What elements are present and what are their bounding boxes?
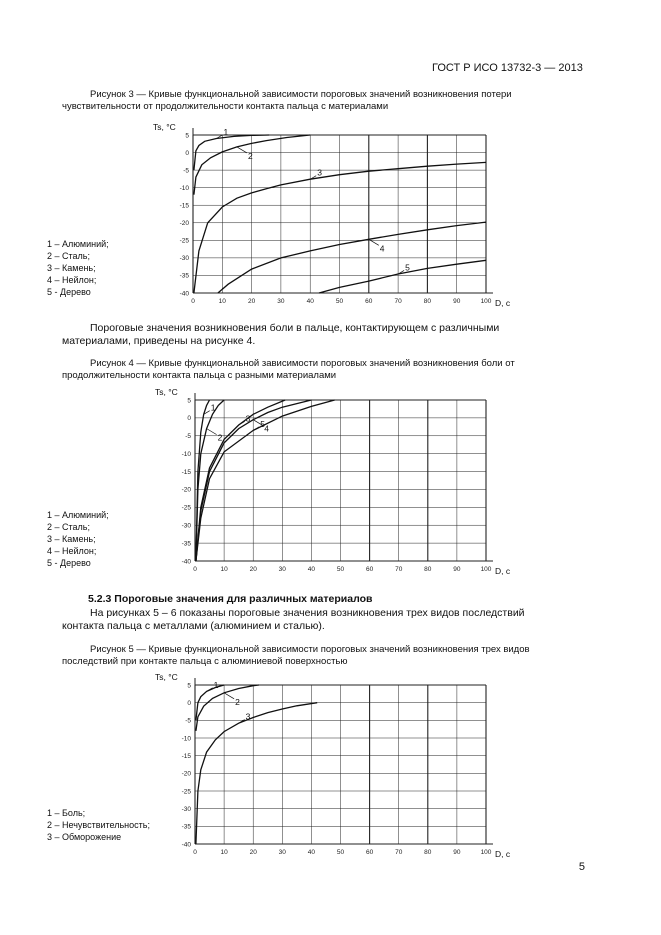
y-tick-label: 0 [187,415,191,423]
y-axis-label: Ts, °C [153,122,176,132]
series-leader-2 [207,429,217,435]
section-paragraph [62,607,582,633]
series-label-3: 3 [245,413,251,424]
legend-item: 3 – Обморожение [47,832,122,842]
x-tick-label: 50 [336,566,345,573]
grid [193,135,486,293]
figure-4-legend [47,509,109,569]
series-line-2 [196,400,224,561]
legend-item: 5 - Дерево [47,287,91,297]
x-tick-label: 60 [365,849,374,856]
x-tick-label: 40 [307,849,316,856]
x-axis-label: D, с [495,566,510,576]
section-paragraph-line-1: На рисунках 5 – 6 показаны пороговые значения возникновения трех видов последствий [90,607,525,619]
series-label-3: 3 [317,167,322,178]
paragraph-line-2: материалами, приведены на рисунке 4. [62,335,256,347]
x-tick-label: 20 [247,298,256,305]
y-tick-label: -40 [181,558,191,566]
series-label-5: 5 [260,418,265,429]
y-tick-label: -15 [181,752,191,760]
x-tick-label: 70 [395,849,403,856]
figure-3-chart [140,116,510,316]
x-tick-label: 50 [335,298,344,305]
y-tick-label: -20 [179,220,189,228]
x-tick-label: 0 [191,298,195,305]
series-label-4: 4 [379,243,385,254]
figure-3-caption-line-1: Рисунок 3 — Кривые функциональной зависимости пороговых значений возникновения потери [90,89,512,100]
x-tick-label: 40 [306,298,314,305]
x-tick-label: 60 [365,298,373,305]
y-tick-label: 0 [187,699,191,707]
y-tick-label: -15 [179,202,189,210]
legend-item: 2 – Сталь; [47,251,90,261]
y-tick-label: -20 [181,486,191,494]
y-tick-label: 5 [187,682,191,690]
x-tick-label: 40 [307,566,316,573]
legend-item: 5 - Дерево [47,558,91,568]
x-tick-label: 90 [453,849,461,856]
legend-item: 2 – Сталь; [47,522,90,532]
y-tick-label: -35 [181,823,191,831]
legend-item: 4 – Нейлон; [47,275,97,285]
figure-3-legend [47,238,109,298]
series-leader-3 [239,421,245,425]
series-label-1: 1 [213,679,219,690]
series-line-4 [196,400,312,561]
y-tick-label: -40 [181,841,191,849]
series-label-2: 2 [217,432,223,443]
y-tick-label: -5 [183,167,189,175]
series-line-4 [218,222,486,293]
y-tick-label: -10 [181,735,191,743]
figure-4-caption-line-2: продолжительности контакта пальца с разными материалами [62,370,337,381]
x-tick-label: 80 [423,298,432,305]
figure-5-caption-line-1: Рисунок 5 — Кривые функциональной зависимости пороговых значений возникновения трех видов [90,644,530,655]
legend-item: 1 – Алюминий; [47,510,109,520]
y-tick-label: -30 [181,805,191,813]
legend-item: 1 – Алюминий; [47,239,109,249]
x-tick-label: 100 [480,298,492,305]
series-label-4: 4 [264,423,269,434]
y-tick-label: -35 [179,272,189,280]
figure-5-chart [140,668,510,866]
series-line-2 [194,135,310,195]
series-label-3: 3 [245,711,251,722]
figure-4-caption-line-1: Рисунок 4 — Кривые функциональной зависимости пороговых значений возникновения боли от [90,358,515,369]
x-tick-label: 70 [395,566,403,573]
x-tick-label: 10 [218,298,226,305]
y-axis-label: Ts, °C [155,672,178,682]
series-label-2: 2 [235,696,240,707]
x-tick-label: 90 [453,298,461,305]
x-tick-label: 100 [480,566,492,573]
x-tick-label: 0 [193,849,197,856]
x-tick-label: 30 [278,849,286,856]
y-tick-label: -30 [181,522,191,530]
legend-item: 1 – Боль; [47,808,86,818]
y-tick-label: -10 [179,184,189,192]
paragraph-line-1: Пороговые значения возникновения боли в пальце, контактирующем с различными [90,322,500,334]
y-tick-label: -35 [181,540,191,548]
y-tick-label: -30 [179,255,189,263]
grid [195,685,486,844]
series-label-2: 2 [247,150,253,161]
paragraph-pain-thresholds [62,322,582,348]
x-tick-label: 10 [220,566,228,573]
x-tick-label: 80 [424,566,432,573]
series-label-5: 5 [405,262,410,273]
y-tick-label: 5 [185,132,189,140]
series-leader-2 [237,147,247,153]
x-tick-label: 10 [220,849,228,856]
y-tick-label: -25 [181,504,191,512]
x-axis-label: D, с [495,298,510,308]
y-tick-label: 0 [185,149,189,157]
figure-4-chart [140,380,510,582]
y-axis-label: Ts, °C [155,387,178,397]
y-tick-label: -25 [179,237,189,245]
series-label-1: 1 [223,126,229,137]
x-tick-label: 80 [424,849,432,856]
figure-4-caption [62,358,582,382]
section-paragraph-line-2: контакта пальца с металлами (алюминием и сталью). [62,620,325,632]
y-tick-label: -25 [181,788,191,796]
figure-5-legend [47,807,150,843]
x-tick-label: 70 [394,298,402,305]
y-tick-label: -20 [181,770,191,778]
page-number: 5 [578,861,585,873]
x-axis-label: D, с [495,849,510,859]
legend-item: 2 – Нечувствительность; [47,820,150,830]
x-tick-label: 20 [249,566,257,573]
figure-3-caption [62,89,582,113]
document-header: ГОСТ Р ИСО 13732-3 — 2013 [432,62,583,74]
x-tick-label: 90 [453,566,461,573]
x-tick-label: 100 [480,849,492,856]
x-tick-label: 0 [193,566,197,573]
legend-item: 3 – Камень; [47,534,96,544]
legend-item: 3 – Камень; [47,263,96,273]
section-title: 5.2.3 Пороговые значения для различных материалов [88,593,373,605]
legend-item: 4 – Нейлон; [47,546,97,556]
y-tick-label: -40 [179,290,189,298]
x-tick-label: 60 [365,566,374,573]
grid [195,400,486,561]
series-line-5 [319,260,486,293]
y-tick-label: -5 [185,433,191,441]
x-tick-label: 30 [278,566,286,573]
y-tick-label: 5 [187,397,191,405]
figure-5-caption-line-2: последствий при контакте пальца с алюминиевой поверхностью [62,656,348,667]
figure-3-caption-line-2: чувствительности от продолжительности контакта пальца с материалами [62,101,389,112]
y-tick-label: -15 [181,468,191,476]
x-tick-label: 50 [336,849,345,856]
y-tick-label: -10 [181,450,191,458]
series-leader-2 [224,693,234,699]
figure-5-caption [62,644,582,668]
series-label-1: 1 [210,402,216,413]
x-tick-label: 30 [277,298,285,305]
y-tick-label: -5 [185,717,191,725]
x-tick-label: 20 [249,849,257,856]
